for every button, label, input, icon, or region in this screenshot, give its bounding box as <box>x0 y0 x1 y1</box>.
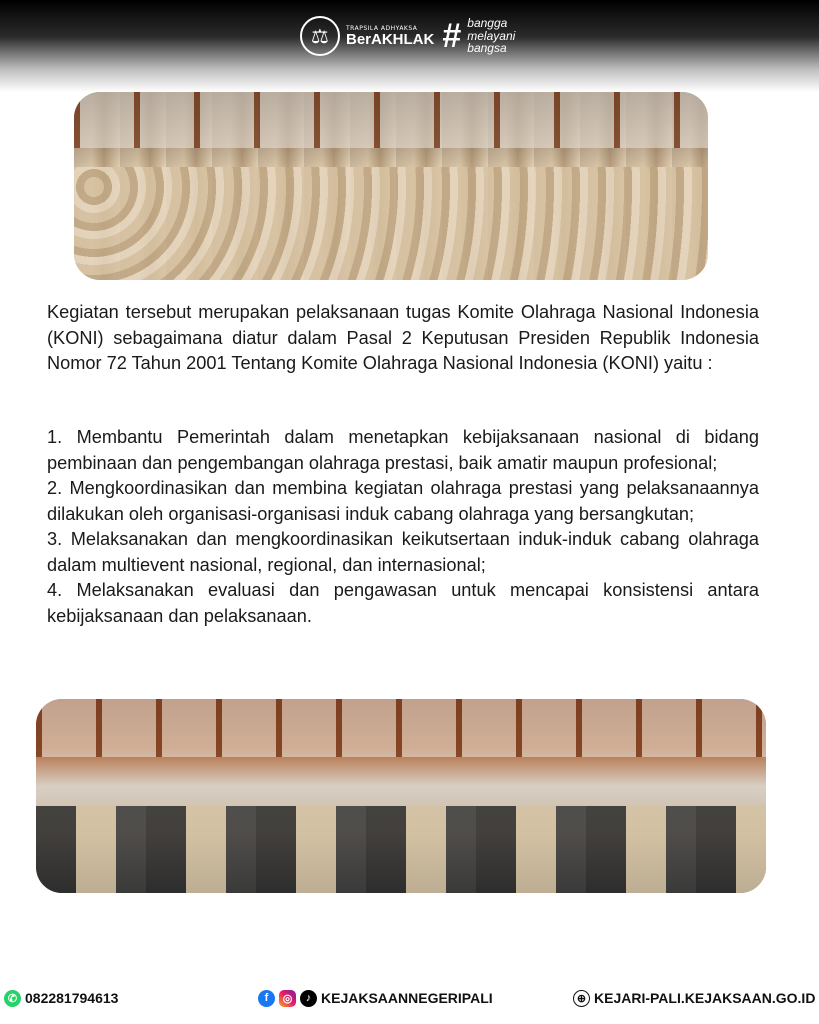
motto-line: melayani <box>467 28 516 43</box>
intro-paragraph: Kegiatan tersebut merupakan pelaksanaan tugas Komite Olahraga Nasional Indonesia (KONI) sebagaimana diatur dalam Pasal 2 Keputusan Presiden Republik Indonesia Nomor 72 Tahun 2001 Tentang Komite Olahraga Nasional Indonesia (KONI) yaitu : <box>47 302 759 373</box>
whatsapp-number: 082281794613 <box>25 990 119 1006</box>
footer-website[interactable] <box>573 985 815 1011</box>
social-handle: KEJAKSAANNEGERIPALI <box>321 990 493 1006</box>
motto <box>467 17 515 55</box>
kejaksaan-emblem-icon: ⚖ <box>300 16 340 56</box>
header-logos <box>300 10 540 62</box>
photo-athletes-seated <box>74 92 708 280</box>
list-item: 3. Melaksanakan dan mengkoordinasikan keikutsertaan induk-induk cabang olahraga dalam multievent nasional, regional, dan internasional; <box>47 529 759 575</box>
globe-icon: ⊕ <box>573 990 590 1007</box>
berakhlak-top: TRAPSILA ADHYAKSA <box>346 24 418 32</box>
facebook-icon: f <box>258 990 275 1007</box>
list-item: 2. Mengkoordinasikan dan membina kegiatan olahraga prestasi yang pelaksanaannya dilakukan oleh organisasi-organisasi induk cabang olahraga yang bersangkutan; <box>47 478 759 524</box>
list-item: 4. Melaksanakan evaluasi dan pengawasan untuk mencapai konsistensi antara kebijaksanaan dan pelaksanaan. <box>47 580 759 626</box>
instagram-icon: ◎ <box>279 990 296 1007</box>
footer <box>0 985 819 1011</box>
motto-line: bangsa <box>467 41 507 56</box>
tiktok-icon: ♪ <box>300 990 317 1007</box>
berakhlak-main: BerAKHLAK <box>346 30 435 48</box>
photo-hall-audience <box>36 699 766 893</box>
duties-list <box>47 425 759 629</box>
website-url: KEJARI-PALI.KEJAKSAAN.GO.ID <box>594 990 816 1006</box>
footer-whatsapp[interactable] <box>4 985 118 1011</box>
motto-line: bangga <box>467 16 508 31</box>
list-item: 1. Membantu Pemerintah dalam menetapkan kebijaksanaan nasional di bidang pembinaan dan pengembangan olahraga prestasi, baik amatir maupun profesional; <box>47 427 759 473</box>
hashtag-symbol: # <box>442 17 462 55</box>
footer-social[interactable] <box>258 985 493 1011</box>
berakhlak-logo <box>346 26 434 47</box>
whatsapp-icon: ✆ <box>4 990 21 1007</box>
